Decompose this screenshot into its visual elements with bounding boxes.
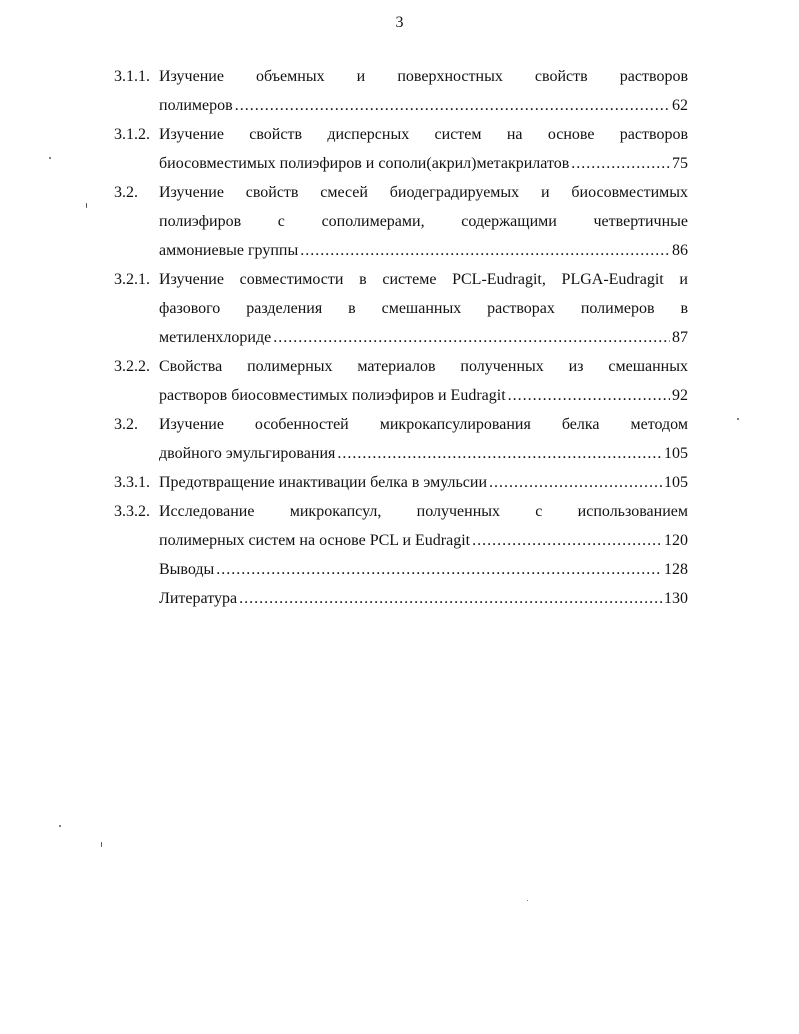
scan-speck	[86, 203, 87, 208]
scan-speck	[49, 157, 51, 159]
page-number: 3	[395, 14, 404, 31]
toc-entry-title-end: Предотвращение инактивации белка в эмульсии	[159, 474, 488, 491]
toc-entry-page: 86	[672, 242, 688, 259]
toc-entry-title-line: полиэфиров с сополимерами, содержащими четвертичные	[159, 213, 688, 230]
toc-entry-number	[114, 555, 159, 584]
toc-entry-page: 130	[664, 590, 688, 607]
toc-entry-title-end: аммониевые группы	[159, 242, 299, 259]
toc-entry-number	[114, 584, 159, 613]
toc-entry-title-end: растворов биосовместимых полиэфиров и Eudragit	[159, 387, 506, 404]
dot-leader	[300, 236, 670, 265]
dot-leader	[489, 468, 662, 497]
toc-entry-number: 3.1.1.	[114, 68, 150, 85]
toc-entry-title-end: биосовместимых полиэфиров и сополи(акрил)метакрилатов	[159, 155, 570, 172]
dot-leader	[273, 323, 670, 352]
toc-entry-title-line: фазового разделения в смешанных растворах полимеров в	[159, 300, 688, 317]
toc-entry-3-2	[114, 178, 688, 265]
toc-entry-references	[114, 584, 688, 613]
toc-entry-title-end: Выводы	[159, 561, 215, 578]
toc-entry-title-end: метиленхлориде	[159, 329, 272, 346]
toc-entry-page: 92	[672, 387, 688, 404]
toc-entry-title-line: Изучение особенностей микрокапсулирования белка методом	[159, 416, 688, 433]
toc-entry-page: 128	[664, 561, 688, 578]
toc-entry-page: 105	[664, 445, 688, 462]
toc-entry-3-2-1	[114, 265, 688, 352]
dot-leader	[337, 439, 662, 468]
toc-entry-3-3-1	[114, 468, 688, 497]
toc-entry-3-2-2	[114, 352, 688, 410]
dot-leader	[216, 555, 662, 584]
toc-entry-3-2-microcapsulation	[114, 410, 688, 468]
dot-leader	[508, 381, 670, 410]
toc-entry-number: 3.2.2.	[114, 358, 150, 375]
toc-entry-number: 3.2.	[114, 184, 138, 201]
toc-entry-title-end: полимеров	[159, 97, 233, 114]
toc-entry-title-line: Свойства полимерных материалов полученных из смешанных	[159, 358, 688, 375]
toc-entry-page: 75	[672, 155, 688, 172]
scan-speck	[527, 900, 528, 901]
dot-leader	[472, 526, 662, 555]
toc-entry-number: 3.2.1.	[114, 271, 150, 288]
toc-entry-number: 3.1.2.	[114, 126, 150, 143]
toc-entry-title-end: полимерных систем на основе PCL и Eudragit	[159, 532, 471, 549]
table-of-contents	[114, 62, 688, 613]
toc-entry-page: 120	[664, 532, 688, 549]
toc-entry-page: 87	[672, 329, 688, 346]
scan-speck	[59, 825, 61, 827]
dot-leader	[571, 149, 670, 178]
dot-leader	[235, 91, 670, 120]
toc-entry-conclusions	[114, 555, 688, 584]
scan-speck	[737, 418, 739, 420]
dot-leader	[239, 584, 662, 613]
toc-entry-title-line: Исследование микрокапсул, полученных с использованием	[159, 503, 688, 520]
toc-entry-page: 105	[664, 474, 688, 491]
toc-entry-number: 3.2.	[114, 416, 138, 433]
toc-entry-3-1-1	[114, 62, 688, 120]
toc-entry-number: 3.3.1.	[114, 474, 150, 491]
toc-entry-3-3-2	[114, 497, 688, 555]
toc-entry-title-line: Изучение свойств смесей биодеградируемых и биосовместимых	[159, 184, 688, 201]
toc-entry-title-end: Литература	[159, 590, 238, 607]
toc-entry-title-line: Изучение объемных и поверхностных свойств растворов	[159, 68, 688, 85]
toc-entry-number: 3.3.2.	[114, 503, 150, 520]
toc-entry-page: 62	[672, 97, 688, 114]
scan-speck	[101, 842, 102, 847]
toc-entry-3-1-2	[114, 120, 688, 178]
toc-entry-title-line: Изучение свойств дисперсных систем на основе растворов	[159, 126, 688, 143]
toc-entry-title-end: двойного эмульгирования	[159, 445, 336, 462]
toc-entry-title-line: Изучение совместимости в системе PCL-Eudragit, PLGA-Eudragit и	[159, 271, 688, 288]
